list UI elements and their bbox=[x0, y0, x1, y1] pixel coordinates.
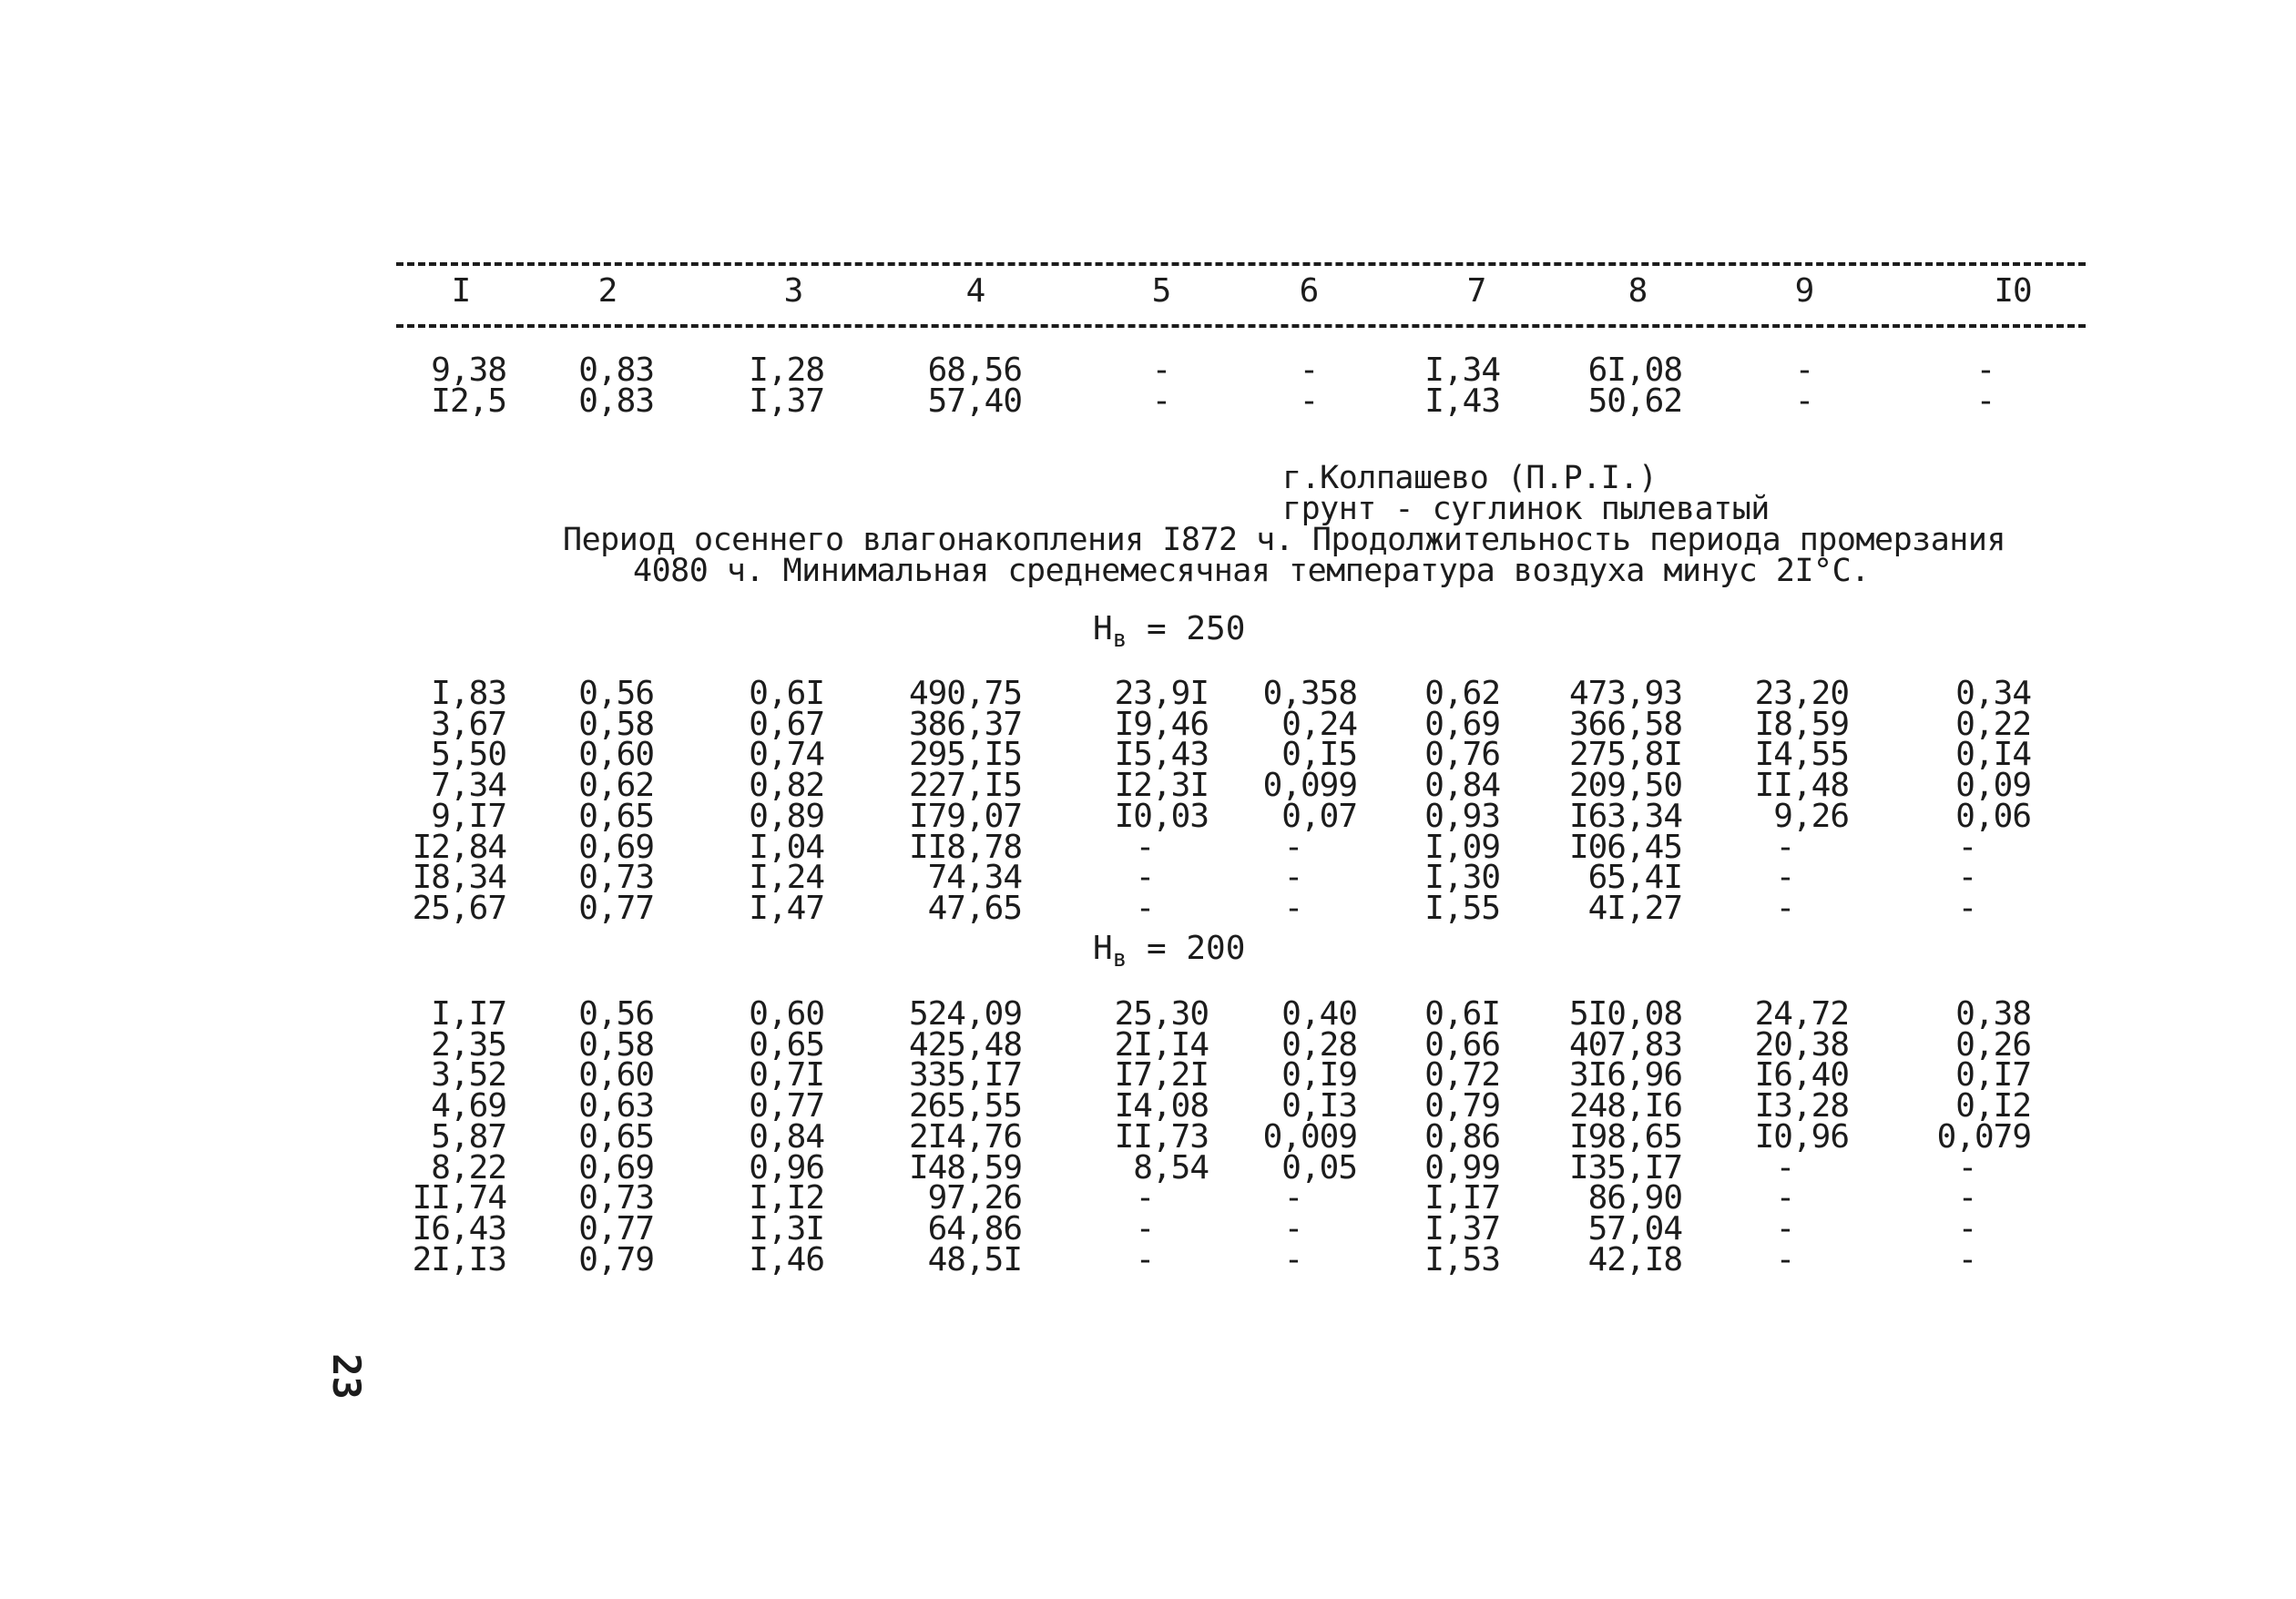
table-cell: 0,65 bbox=[749, 1025, 824, 1064]
table-cell: I,09 bbox=[1424, 828, 1500, 866]
table-cell: 386,37 bbox=[908, 705, 1022, 743]
table-row bbox=[0, 1117, 2296, 1156]
table-cell: I06,45 bbox=[1568, 828, 1682, 866]
table-row bbox=[0, 995, 2296, 1033]
table-cell: 9,26 bbox=[1773, 797, 1849, 835]
column-header-6: 6 bbox=[1299, 272, 1319, 310]
table-cell: 57,40 bbox=[927, 382, 1022, 420]
table-cell: 20,38 bbox=[1754, 1025, 1849, 1064]
table-cell: - bbox=[1957, 1148, 1977, 1187]
table-cell: 24,72 bbox=[1754, 995, 1849, 1033]
table-cell: 407,83 bbox=[1568, 1025, 1682, 1064]
table-cell: 0,73 bbox=[578, 859, 654, 897]
table-cell: - bbox=[1957, 889, 1977, 927]
h-equals-value: = 200 bbox=[1127, 930, 1246, 967]
table-cell: I4,08 bbox=[1114, 1087, 1209, 1125]
table-cell: 23,20 bbox=[1754, 675, 1849, 712]
table-cell: I98,65 bbox=[1568, 1117, 1682, 1156]
table-row bbox=[0, 889, 2296, 927]
table-cell: 0,7I bbox=[749, 1056, 824, 1095]
table-cell: 9,38 bbox=[431, 351, 506, 389]
table-cell: I,37 bbox=[1424, 1209, 1500, 1248]
table-cell: 47,65 bbox=[927, 889, 1022, 927]
table-cell: 0,67 bbox=[749, 705, 824, 743]
table-cell: 0,73 bbox=[578, 1179, 654, 1217]
table-cell: - bbox=[1135, 828, 1155, 866]
h-subscript: в bbox=[1112, 626, 1128, 654]
table-cell: - bbox=[1283, 1240, 1303, 1278]
table-cell: I63,34 bbox=[1568, 797, 1682, 835]
table-cell: 6I,08 bbox=[1587, 351, 1682, 389]
table-cell: I,I7 bbox=[431, 995, 506, 1033]
table-cell: 7,34 bbox=[431, 767, 506, 805]
table-cell: 0,26 bbox=[1955, 1025, 2031, 1064]
table-cell: II,48 bbox=[1754, 767, 1849, 805]
table-cell: 0,60 bbox=[749, 995, 824, 1033]
table-cell: 0,40 bbox=[1281, 995, 1357, 1033]
table-cell: - bbox=[1975, 382, 1995, 420]
table-cell: - bbox=[1775, 1209, 1795, 1248]
table-cell: 0,79 bbox=[1424, 1087, 1500, 1125]
table-cell: I,I7 bbox=[1424, 1179, 1500, 1217]
table-cell: 0,62 bbox=[1424, 675, 1500, 712]
table-cell: 0,83 bbox=[578, 351, 654, 389]
table-row bbox=[0, 1087, 2296, 1125]
table-cell: - bbox=[1299, 351, 1319, 389]
table-cell: I,46 bbox=[749, 1240, 824, 1278]
table-cell: - bbox=[1957, 1240, 1977, 1278]
table-cell: 0,74 bbox=[749, 736, 824, 774]
table-cell: 65,4I bbox=[1587, 859, 1682, 897]
table-row bbox=[0, 675, 2296, 712]
table-cell: 2I,I3 bbox=[412, 1240, 506, 1278]
section-heading-hb-200 bbox=[1093, 932, 1245, 975]
table-cell: 0,72 bbox=[1424, 1056, 1500, 1095]
table-cell: 490,75 bbox=[908, 675, 1022, 712]
table-cell: 0,77 bbox=[578, 889, 654, 927]
table-cell: I2,5 bbox=[431, 382, 506, 420]
column-header-4: 4 bbox=[965, 272, 985, 310]
table-cell: I,55 bbox=[1424, 889, 1500, 927]
table-cell: 0,05 bbox=[1281, 1148, 1357, 1187]
table-row bbox=[0, 382, 2296, 420]
table-cell: II,74 bbox=[412, 1179, 506, 1217]
table-cell: I8,59 bbox=[1754, 705, 1849, 743]
table-cell: 0,62 bbox=[578, 767, 654, 805]
column-header-8: 8 bbox=[1628, 272, 1648, 310]
table-cell: I2,3I bbox=[1114, 767, 1209, 805]
table-cell: 0,07 bbox=[1281, 797, 1357, 835]
table-row bbox=[0, 1240, 2296, 1278]
table-cell: 25,67 bbox=[412, 889, 506, 927]
table-cell: 64,86 bbox=[927, 1209, 1022, 1248]
period-line-1: Период осеннего влагонакопления I872 ч. Продолжительность периода промерзания bbox=[563, 522, 2006, 558]
table-cell: I,I2 bbox=[749, 1179, 824, 1217]
table-cell: - bbox=[1135, 1209, 1155, 1248]
table-cell: - bbox=[1775, 889, 1795, 927]
table-cell: I5,43 bbox=[1114, 736, 1209, 774]
h-symbol: H bbox=[1093, 930, 1113, 967]
table-cell: 4I,27 bbox=[1587, 889, 1682, 927]
table-cell: 0,56 bbox=[578, 995, 654, 1033]
column-header-5: 5 bbox=[1151, 272, 1171, 310]
section-heading-hb-250 bbox=[1093, 610, 1246, 656]
table-cell: 9,I7 bbox=[431, 797, 506, 835]
table-cell: 5I0,08 bbox=[1568, 995, 1682, 1033]
table-cell: 5,50 bbox=[431, 736, 506, 774]
table-cell: 50,62 bbox=[1587, 382, 1682, 420]
table-cell: I,04 bbox=[749, 828, 824, 866]
table-row bbox=[0, 797, 2296, 835]
table-cell: 0,69 bbox=[578, 828, 654, 866]
table-cell: I0,03 bbox=[1114, 797, 1209, 835]
table-cell: 0,28 bbox=[1281, 1025, 1357, 1064]
table-cell: - bbox=[1775, 1148, 1795, 1187]
table-cell: 473,93 bbox=[1568, 675, 1682, 712]
table-cell: 0,I4 bbox=[1955, 736, 2031, 774]
table-cell: 0,99 bbox=[1424, 1148, 1500, 1187]
table-cell: 295,I5 bbox=[908, 736, 1022, 774]
table-cell: 0,84 bbox=[749, 1117, 824, 1156]
table-cell: I,30 bbox=[1424, 859, 1500, 897]
h-equals-value: = 250 bbox=[1127, 610, 1246, 647]
table-cell: - bbox=[1283, 828, 1303, 866]
table-row bbox=[0, 1209, 2296, 1248]
table-cell: 0,58 bbox=[578, 705, 654, 743]
table-cell: - bbox=[1775, 828, 1795, 866]
table-cell: - bbox=[1135, 859, 1155, 897]
table-cell: 0,63 bbox=[578, 1087, 654, 1125]
column-header-row bbox=[0, 272, 2296, 310]
soil-line: грунт - суглинок пылеватый bbox=[1282, 491, 1770, 527]
table-row bbox=[0, 351, 2296, 389]
table-cell: 0,I2 bbox=[1955, 1087, 2031, 1125]
table-cell: 0,93 bbox=[1424, 797, 1500, 835]
table-cell: - bbox=[1299, 382, 1319, 420]
table-cell: - bbox=[1135, 889, 1155, 927]
table-cell: 0,58 bbox=[578, 1025, 654, 1064]
table-cell: II,73 bbox=[1114, 1117, 1209, 1156]
table-cell: I,34 bbox=[1424, 351, 1500, 389]
column-header-9: 9 bbox=[1794, 272, 1814, 310]
table-cell: I,53 bbox=[1424, 1240, 1500, 1278]
header-top-rule bbox=[396, 262, 2086, 266]
table-cell: 0,099 bbox=[1262, 767, 1357, 805]
table-cell: 0,06 bbox=[1955, 797, 2031, 835]
table-cell: - bbox=[1957, 1179, 1977, 1217]
table-cell: 265,55 bbox=[908, 1087, 1022, 1125]
table-cell: 0,96 bbox=[749, 1148, 824, 1187]
table-cell: 425,48 bbox=[908, 1025, 1022, 1064]
column-header-7: 7 bbox=[1466, 272, 1486, 310]
table-cell: - bbox=[1775, 859, 1795, 897]
table-cell: 0,6I bbox=[749, 675, 824, 712]
table-cell: 8,54 bbox=[1133, 1148, 1209, 1187]
table-cell: 0,60 bbox=[578, 1056, 654, 1095]
table-cell: 48,5I bbox=[927, 1240, 1022, 1278]
table-cell: I79,07 bbox=[908, 797, 1022, 835]
table-cell: 68,56 bbox=[927, 351, 1022, 389]
period-line-2: 4080 ч. Минимальная среднемесячная температура воздуха минус 2I°С. bbox=[633, 553, 1870, 589]
table-cell: 0,I5 bbox=[1281, 736, 1357, 774]
table-cell: 3I6,96 bbox=[1568, 1056, 1682, 1095]
table-cell: - bbox=[1957, 859, 1977, 897]
table-cell: I0,96 bbox=[1754, 1117, 1849, 1156]
table-cell: I35,I7 bbox=[1568, 1148, 1682, 1187]
table-cell: 0,009 bbox=[1262, 1117, 1357, 1156]
table-cell: 2I4,76 bbox=[908, 1117, 1022, 1156]
table-cell: 8,22 bbox=[431, 1148, 506, 1187]
table-cell: - bbox=[1283, 1179, 1303, 1217]
table-cell: 0,83 bbox=[578, 382, 654, 420]
table-cell: I9,46 bbox=[1114, 705, 1209, 743]
table-cell: - bbox=[1283, 889, 1303, 927]
table-cell: 23,9I bbox=[1114, 675, 1209, 712]
table-cell: 0,56 bbox=[578, 675, 654, 712]
table-cell: 0,I9 bbox=[1281, 1056, 1357, 1095]
table-cell: - bbox=[1283, 1209, 1303, 1248]
column-header-3: 3 bbox=[783, 272, 803, 310]
table-cell: 0,6I bbox=[1424, 995, 1500, 1033]
table-cell: 57,04 bbox=[1587, 1209, 1682, 1248]
table-cell: 0,66 bbox=[1424, 1025, 1500, 1064]
table-cell: 227,I5 bbox=[908, 767, 1022, 805]
table-cell: I2,84 bbox=[412, 828, 506, 866]
table-cell: 0,079 bbox=[1936, 1117, 2031, 1156]
table-cell: 5,87 bbox=[431, 1117, 506, 1156]
table-cell: I,28 bbox=[749, 351, 824, 389]
table-cell: - bbox=[1775, 1179, 1795, 1217]
table-cell: 0,89 bbox=[749, 797, 824, 835]
table-cell: 0,76 bbox=[1424, 736, 1500, 774]
table-cell: II8,78 bbox=[908, 828, 1022, 866]
table-cell: 4,69 bbox=[431, 1087, 506, 1125]
table-cell: 3,52 bbox=[431, 1056, 506, 1095]
header-bottom-rule bbox=[396, 324, 2086, 328]
column-header-1: I bbox=[451, 272, 471, 310]
table-cell: I3,28 bbox=[1754, 1087, 1849, 1125]
table-cell: I,24 bbox=[749, 859, 824, 897]
table-cell: I,83 bbox=[431, 675, 506, 712]
table-cell: 524,09 bbox=[908, 995, 1022, 1033]
table-cell: - bbox=[1151, 351, 1171, 389]
table-cell: 0,69 bbox=[1424, 705, 1500, 743]
table-cell: 209,50 bbox=[1568, 767, 1682, 805]
table-cell: 275,8I bbox=[1568, 736, 1682, 774]
table-cell: I,3I bbox=[749, 1209, 824, 1248]
table-cell: I8,34 bbox=[412, 859, 506, 897]
column-header-2: 2 bbox=[597, 272, 617, 310]
table-cell: - bbox=[1135, 1179, 1155, 1217]
table-cell: - bbox=[1794, 351, 1814, 389]
table-cell: 0,77 bbox=[578, 1209, 654, 1248]
table-cell: 42,I8 bbox=[1587, 1240, 1682, 1278]
table-row bbox=[0, 767, 2296, 805]
h-symbol: H bbox=[1093, 610, 1113, 647]
table-cell: 0,22 bbox=[1955, 705, 2031, 743]
table-cell: I48,59 bbox=[908, 1148, 1022, 1187]
column-header-10: I0 bbox=[1994, 272, 2032, 310]
table-cell: 2,35 bbox=[431, 1025, 506, 1064]
table-cell: - bbox=[1283, 859, 1303, 897]
table-cell: 0,77 bbox=[749, 1087, 824, 1125]
table-cell: 248,I6 bbox=[1568, 1087, 1682, 1125]
table-cell: I4,55 bbox=[1754, 736, 1849, 774]
table-cell: 0,60 bbox=[578, 736, 654, 774]
table-cell: I,37 bbox=[749, 382, 824, 420]
table-cell: - bbox=[1975, 351, 1995, 389]
page-number: 23 bbox=[323, 1353, 369, 1400]
table-cell: 0,84 bbox=[1424, 767, 1500, 805]
table-cell: 335,I7 bbox=[908, 1056, 1022, 1095]
table-cell: - bbox=[1775, 1240, 1795, 1278]
table-cell: - bbox=[1794, 382, 1814, 420]
table-cell: I6,40 bbox=[1754, 1056, 1849, 1095]
table-cell: 0,24 bbox=[1281, 705, 1357, 743]
table-cell: 0,65 bbox=[578, 1117, 654, 1156]
table-cell: - bbox=[1135, 1240, 1155, 1278]
table-cell: I7,2I bbox=[1114, 1056, 1209, 1095]
table-cell: 0,69 bbox=[578, 1148, 654, 1187]
table-cell: 25,30 bbox=[1114, 995, 1209, 1033]
table-cell: 0,82 bbox=[749, 767, 824, 805]
table-cell: 3,67 bbox=[431, 705, 506, 743]
table-cell: 366,58 bbox=[1568, 705, 1682, 743]
table-cell: 0,86 bbox=[1424, 1117, 1500, 1156]
table-cell: I,43 bbox=[1424, 382, 1500, 420]
table-cell: 0,34 bbox=[1955, 675, 2031, 712]
table-cell: 0,358 bbox=[1262, 675, 1357, 712]
table-cell: 0,09 bbox=[1955, 767, 2031, 805]
table-cell: 0,I3 bbox=[1281, 1087, 1357, 1125]
table-cell: 0,38 bbox=[1955, 995, 2031, 1033]
table-cell: I6,43 bbox=[412, 1209, 506, 1248]
table-cell: - bbox=[1151, 382, 1171, 420]
table-cell: 97,26 bbox=[927, 1179, 1022, 1217]
city-line: г.Колпашево (П.Р.I.) bbox=[1282, 460, 1658, 496]
h-subscript: в bbox=[1112, 945, 1128, 973]
table-cell: - bbox=[1957, 1209, 1977, 1248]
table-cell: - bbox=[1957, 828, 1977, 866]
table-cell: I,47 bbox=[749, 889, 824, 927]
table-cell: 0,79 bbox=[578, 1240, 654, 1278]
table-cell: 74,34 bbox=[927, 859, 1022, 897]
table-cell: 86,90 bbox=[1587, 1179, 1682, 1217]
table-cell: 2I,I4 bbox=[1114, 1025, 1209, 1064]
table-cell: 0,65 bbox=[578, 797, 654, 835]
table-cell: 0,I7 bbox=[1955, 1056, 2031, 1095]
